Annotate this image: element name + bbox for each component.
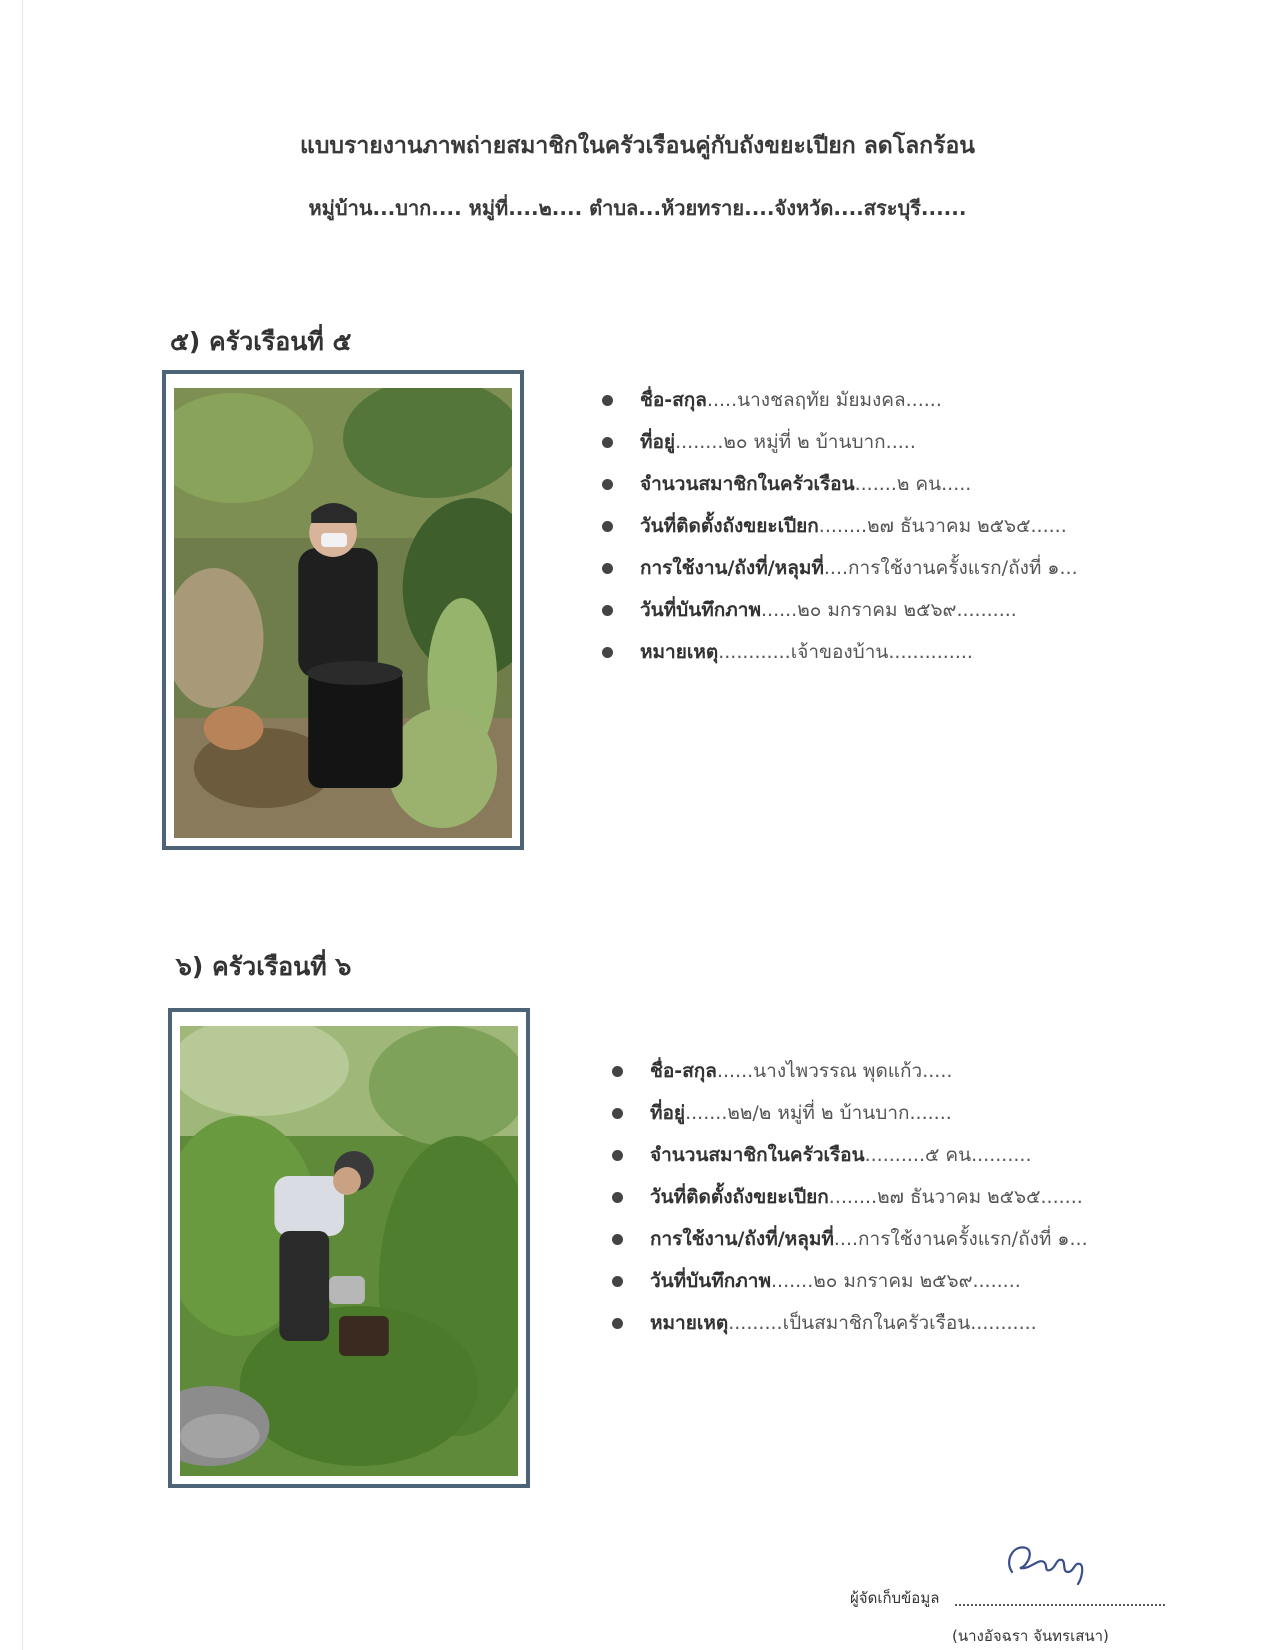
bullet-icon xyxy=(612,1150,623,1161)
handwritten-signature xyxy=(1000,1532,1090,1592)
bullet-icon xyxy=(602,521,613,532)
field-label: จำนวนสมาชิกในครัวเรือน xyxy=(650,1144,865,1166)
scan-edge-line xyxy=(22,0,23,1650)
report-title: แบบรายงานภาพถ่ายสมาชิกในครัวเรือนคู่กับถังขยะเปียก ลดโลกร้อน xyxy=(300,133,975,159)
field-value: ....การใช้งานครั้งแรก/ถังที่ ๑... xyxy=(823,557,1078,579)
photo-woman-with-bin xyxy=(174,388,512,838)
bullet-icon xyxy=(602,605,613,616)
signature-block xyxy=(850,1530,1270,1650)
photo-woman-pouring-into-bin xyxy=(180,1026,518,1476)
bullet-icon xyxy=(612,1234,623,1245)
list-item xyxy=(602,428,1078,470)
field-value: ......๒๐ มกราคม ๒๕๖๙.......... xyxy=(760,599,1017,621)
household-5-details xyxy=(602,386,1078,680)
field-label: การใช้งาน/ถังที่/หลุมที่ xyxy=(650,1228,834,1250)
field-value: ........๒๗ ธันวาคม ๒๕๖๕....... xyxy=(828,1186,1083,1208)
bullet-icon xyxy=(602,437,613,448)
field-label: การใช้งาน/ถังที่/หลุมที่ xyxy=(640,557,824,579)
bullet-icon xyxy=(612,1276,623,1287)
bullet-icon xyxy=(602,563,613,574)
field-label: ชื่อ-สกุล xyxy=(640,389,707,411)
field-value: ........๒๐ หมู่ที่ ๒ บ้านบาก..... xyxy=(675,431,916,453)
signature-label: ผู้จัดเก็บข้อมูล xyxy=(850,1589,940,1607)
list-item xyxy=(602,470,1078,512)
list-item xyxy=(612,1141,1088,1183)
bullet-icon xyxy=(602,647,613,658)
field-value: .......๒ คน..... xyxy=(854,473,972,495)
field-value: .....นางชลฤทัย มัยมงคล...... xyxy=(706,389,942,411)
list-item xyxy=(602,638,1078,680)
list-item xyxy=(612,1309,1088,1351)
list-item xyxy=(602,512,1078,554)
list-item xyxy=(612,1099,1088,1141)
report-subtitle: หมู่บ้าน...บาก.... หมู่ที่....๒.... ตำบล...ห้วยทราย....จังหวัด....สระบุรี...... xyxy=(308,196,967,220)
household-6-photo xyxy=(168,1008,530,1488)
list-item xyxy=(612,1183,1088,1225)
bullet-icon xyxy=(602,395,613,406)
list-item xyxy=(602,386,1078,428)
field-value: ....การใช้งานครั้งแรก/ถังที่ ๑... xyxy=(833,1228,1088,1250)
field-label: ที่อยู่ xyxy=(640,431,676,453)
field-label: วันที่บันทึกภาพ xyxy=(640,599,761,621)
signature-name: (นางอัจฉรา จันทรเสนา) xyxy=(952,1627,1109,1645)
list-item xyxy=(612,1225,1088,1267)
household-6-details xyxy=(612,1057,1088,1351)
field-value: .......๒๒/๒ หมู่ที่ ๒ บ้านบาก....... xyxy=(685,1102,952,1124)
list-item xyxy=(612,1267,1088,1309)
list-item xyxy=(602,554,1078,596)
household-6-heading: ๖) ครัวเรือนที่ ๖ xyxy=(176,952,352,981)
field-label: หมายเหตุ xyxy=(650,1312,729,1334)
bullet-icon xyxy=(612,1108,623,1119)
household-5-photo xyxy=(162,370,524,850)
field-value: ......นางไพวรรณ พุดแก้ว..... xyxy=(716,1060,953,1082)
field-label: ชื่อ-สกุล xyxy=(650,1060,717,1082)
field-label: วันที่ติดตั้งถังขยะเปียก xyxy=(640,515,819,537)
field-label: ที่อยู่ xyxy=(650,1102,686,1124)
list-item xyxy=(602,596,1078,638)
field-label: จำนวนสมาชิกในครัวเรือน xyxy=(640,473,855,495)
household-5-heading: ๕) ครัวเรือนที่ ๕ xyxy=(170,327,352,356)
bullet-icon xyxy=(602,479,613,490)
signature-line xyxy=(955,1604,1165,1606)
field-value: ..........๕ คน.......... xyxy=(864,1144,1032,1166)
bullet-icon xyxy=(612,1192,623,1203)
field-label: วันที่ติดตั้งถังขยะเปียก xyxy=(650,1186,829,1208)
list-item xyxy=(612,1057,1088,1099)
bullet-icon xyxy=(612,1318,623,1329)
field-label: วันที่บันทึกภาพ xyxy=(650,1270,771,1292)
field-value: ............เจ้าของบ้าน.............. xyxy=(718,641,973,663)
bullet-icon xyxy=(612,1066,623,1077)
field-value: .......๒๐ มกราคม ๒๕๖๙........ xyxy=(770,1270,1021,1292)
field-label: หมายเหตุ xyxy=(640,641,719,663)
field-value: .........เป็นสมาชิกในครัวเรือน........... xyxy=(728,1312,1037,1334)
field-value: ........๒๗ ธันวาคม ๒๕๖๕...... xyxy=(818,515,1067,537)
